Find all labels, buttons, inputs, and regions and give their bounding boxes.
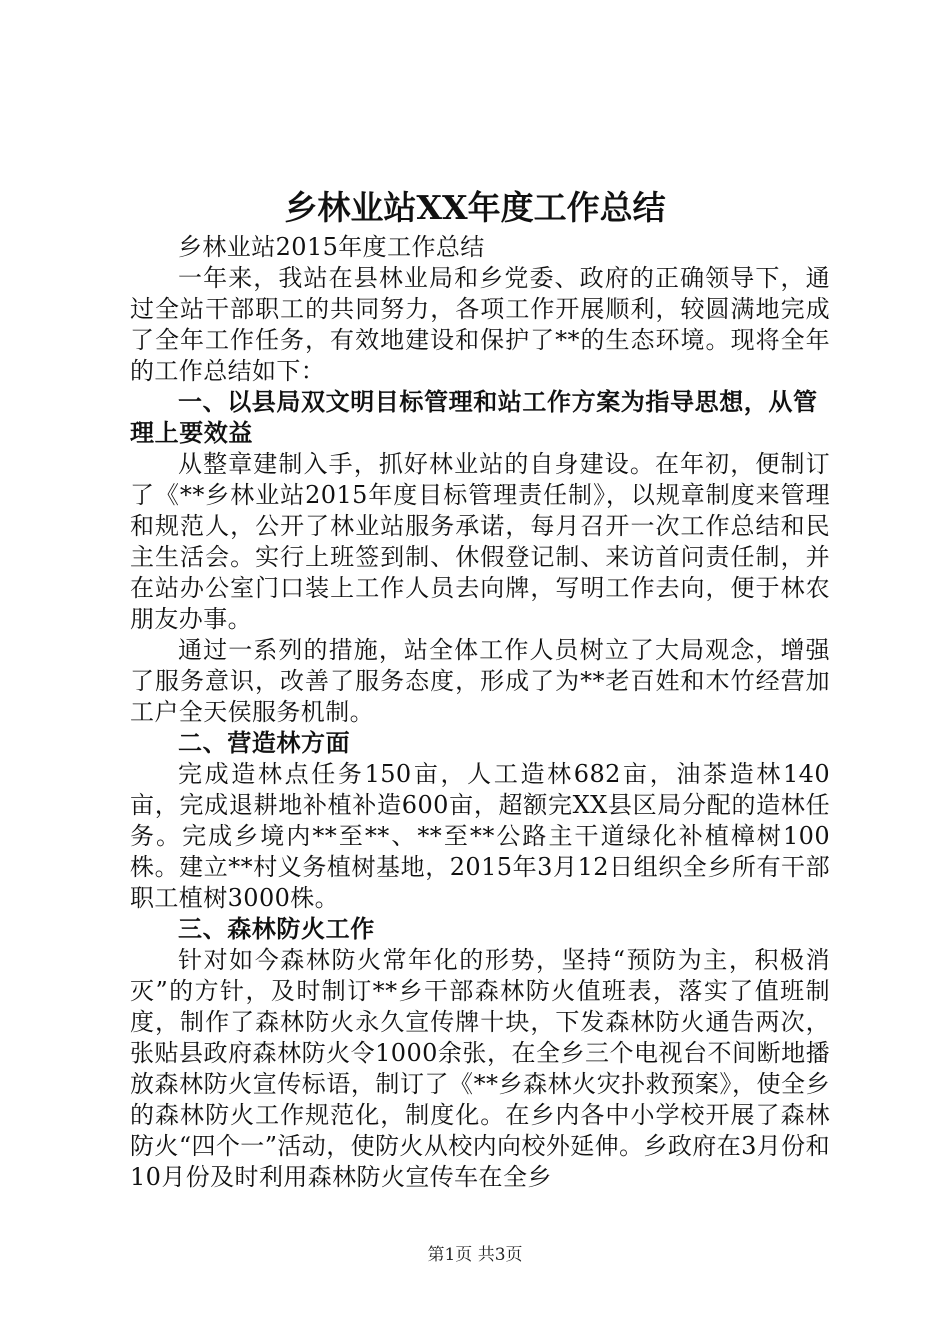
paragraph-afforestation: 完成造林点任务150亩，人工造林682亩，油茶造林140亩，完成退耕地补植补造600亩，超额完XX县区局分配的造林任务。完成乡境内**至**、**至**公路主干道绿化补植樟树100株。建立**村义务植树基地，2015年3月12日组织全乡所有干部职工植树3000株。 [130,760,830,912]
page-number-footer: 第1页 共3页 [427,1245,523,1265]
document-title: 乡林业站XX年度工作总结 [284,188,666,227]
section-heading-2: 二、营造林方面 [178,729,351,757]
document-body [130,232,830,1193]
paragraph-management: 从整章建制入手，抓好林业站的自身建设。在年初，便制订了《**乡林业站2015年度目标管理责任制》，以规章制度来管理和规范人，公开了林业站服务承诺，每月召开一次工作总结和民主生活会。实行上班签到制、休假登记制、来访首问责任制，并在站办公室门口装上工作人员去向牌，写明工作去向，便于林农朋友办事。 [130,450,830,633]
paragraph-fire-prevention: 针对如今森林防火常年化的形势，坚持“预防为主，积极消灭”的方针，及时制订**乡干部森林防火值班表，落实了值班制度，制作了森林防火永久宣传牌十块，下发森林防火通告两次，张贴县政府森林防火令1000余张，在全乡三个电视台不间断地播放森林防火宣传标语，制订了《**乡森林火灾扑救预案》，使全乡的森林防火工作规范化，制度化。在乡内各中小学校开展了森林防火“四个一”活动，使防火从校内向校外延伸。乡政府在3月份和10月份及时利用森林防火宣传车在全乡 [130,946,830,1191]
section-heading-1: 一、以县局双文明目标管理和站工作方案为指导思想，从管理上要效益 [130,388,818,447]
paragraph-subtitle: 乡林业站2015年度工作总结 [178,233,485,261]
paragraph-measures: 通过一系列的措施，站全体工作人员树立了大局观念，增强了服务意识，改善了服务态度，形成了为**老百姓和木竹经营加工户全天侯服务机制。 [130,636,830,726]
paragraph-intro: 一年来，我站在县林业局和乡党委、政府的正确领导下，通过全站干部职工的共同努力，各项工作开展顺利，较圆满地完成了全年工作任务，有效地建设和保护了**的生态环境。现将全年的工作总结如下： [130,264,830,385]
section-heading-3: 三、森林防火工作 [178,915,375,943]
